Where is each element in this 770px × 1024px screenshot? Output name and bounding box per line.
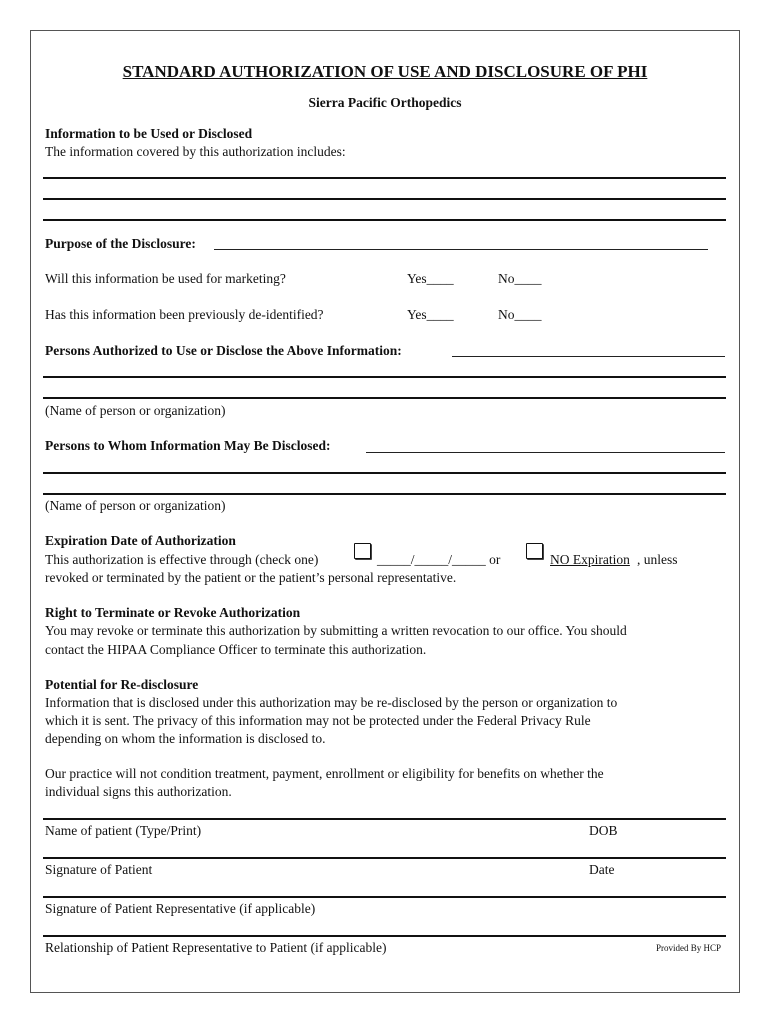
info-description: The information covered by this authorization includes: [45, 144, 346, 159]
recipients-line-2[interactable] [43, 472, 726, 474]
expiration-line2: revoked or terminated by the patient or the patient’s personal representative. [45, 570, 457, 585]
relationship-label: Relationship of Patient Representative to Patient (if applicable) [45, 940, 387, 955]
document-title: STANDARD AUTHORIZATION OF USE AND DISCLOSURE OF PHI [122, 62, 648, 81]
recipients-line-3[interactable] [43, 493, 726, 495]
expiration-date-field[interactable]: _____/_____/_____ or [377, 552, 501, 567]
authorized-persons-field[interactable] [452, 356, 725, 357]
deidentified-yes-field[interactable]: Yes____ [407, 307, 454, 322]
marketing-question: Will this information be used for marketing? [45, 271, 286, 286]
practice-statement-line2: individual signs this authorization. [45, 784, 232, 799]
date-label: Date [589, 862, 615, 877]
relationship-line[interactable] [43, 935, 726, 937]
expiration-date-checkbox[interactable] [354, 543, 371, 559]
marketing-no-field[interactable]: No____ [498, 271, 542, 286]
info-line-3[interactable] [43, 219, 726, 221]
authorized-persons-caption: (Name of person or organization) [45, 403, 226, 418]
marketing-yes-field[interactable]: Yes____ [407, 271, 454, 286]
redisclosure-line3: depending on whom the information is disclosed to. [45, 731, 326, 746]
patient-signature-label: Signature of Patient [45, 862, 153, 877]
patient-signature-line[interactable] [43, 857, 726, 859]
no-expiration-checkbox[interactable] [526, 543, 543, 559]
recipients-label: Persons to Whom Information May Be Disclosed: [45, 438, 331, 453]
no-expiration-label: NO Expiration [550, 552, 630, 567]
authorized-persons-line-2[interactable] [43, 376, 726, 378]
dob-label: DOB [589, 823, 618, 838]
expiration-heading: Expiration Date of Authorization [45, 533, 236, 548]
expiration-line1-suffix: , unless [637, 552, 678, 567]
practice-statement-line1: Our practice will not condition treatment, payment, enrollment or eligibility for benefits on whether the [45, 766, 604, 781]
info-heading: Information to be Used or Disclosed [45, 126, 253, 141]
purpose-label: Purpose of the Disclosure: [45, 236, 196, 251]
revoke-line1: You may revoke or terminate this authorization by submitting a written revocation to our office. You should [45, 623, 627, 638]
recipients-caption: (Name of person or organization) [45, 498, 226, 513]
deidentified-question: Has this information been previously de-identified? [45, 307, 324, 322]
expiration-line1-prefix: This authorization is effective through (check one) [45, 552, 319, 567]
redisclosure-heading: Potential for Re-disclosure [45, 677, 199, 692]
info-line-1[interactable] [43, 177, 726, 179]
revoke-heading: Right to Terminate or Revoke Authorization [45, 605, 301, 620]
deidentified-no-field[interactable]: No____ [498, 307, 542, 322]
purpose-field[interactable] [214, 249, 708, 250]
info-line-2[interactable] [43, 198, 726, 200]
organization-name: Sierra Pacific Orthopedics [308, 95, 462, 110]
recipients-field[interactable] [366, 452, 725, 453]
patient-name-label: Name of patient (Type/Print) [45, 823, 202, 838]
redisclosure-line1: Information that is disclosed under this authorization may be re-disclosed by the person or organization to [45, 695, 618, 710]
revoke-line2: contact the HIPAA Compliance Officer to terminate this authorization. [45, 642, 427, 657]
authorized-persons-label: Persons Authorized to Use or Disclose the Above Information: [45, 343, 402, 358]
rep-signature-line[interactable] [43, 896, 726, 898]
authorized-persons-line-3[interactable] [43, 397, 726, 399]
rep-signature-label: Signature of Patient Representative (if applicable) [45, 901, 316, 916]
patient-name-signature-line[interactable] [43, 818, 726, 820]
provided-by-note: Provided By HCP [656, 943, 722, 953]
redisclosure-line2: which it is sent. The privacy of this information may not be protected under the Federal Privacy Rule [45, 713, 591, 728]
